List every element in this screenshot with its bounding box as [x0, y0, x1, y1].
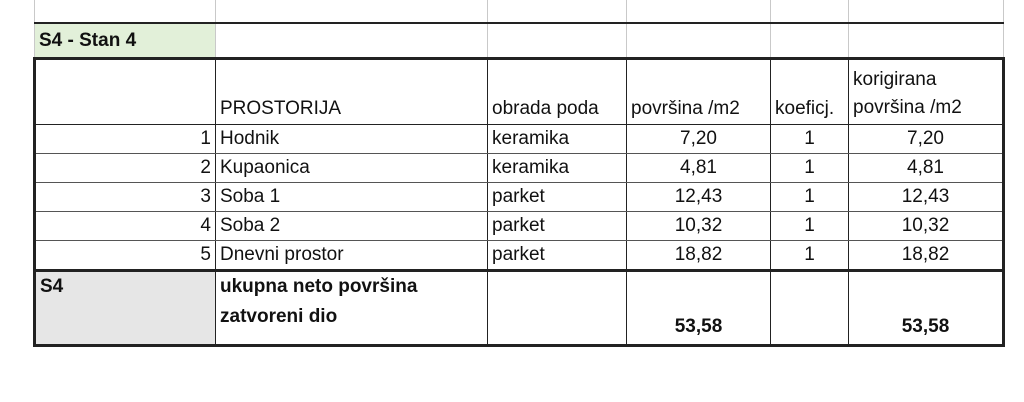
section-title-row [35, 23, 1004, 59]
empty-top-row [35, 0, 1004, 23]
cell[interactable] [216, 23, 488, 59]
header-floor[interactable]: obrada poda [488, 59, 627, 125]
area-value[interactable]: 12,43 [627, 183, 771, 212]
header-area[interactable]: površina /m2 [627, 59, 771, 125]
cell[interactable] [488, 0, 627, 23]
table-row [35, 212, 1004, 241]
corrected-value[interactable]: 4,81 [849, 154, 1004, 183]
coef-value[interactable]: 1 [771, 125, 849, 154]
cell[interactable] [488, 271, 627, 346]
cell[interactable] [849, 0, 1004, 23]
table-row [35, 125, 1004, 154]
cell[interactable] [627, 23, 771, 59]
row-number[interactable]: 1 [35, 125, 216, 154]
spreadsheet-area [33, 0, 1002, 347]
total-row [35, 271, 1004, 346]
cell[interactable] [216, 0, 488, 23]
floor-type[interactable]: parket [488, 241, 627, 271]
room-name[interactable]: Kupaonica [216, 154, 488, 183]
table-row [35, 241, 1004, 271]
floor-type[interactable]: keramika [488, 154, 627, 183]
floor-type[interactable]: parket [488, 183, 627, 212]
header-corrected[interactable]: korigirana površina /m2 [849, 59, 1004, 125]
table-row [35, 183, 1004, 212]
area-value[interactable]: 4,81 [627, 154, 771, 183]
cell[interactable] [771, 271, 849, 346]
room-name[interactable]: Hodnik [216, 125, 488, 154]
cell[interactable] [627, 0, 771, 23]
header-coef[interactable]: koeficj. [771, 59, 849, 125]
coef-value[interactable]: 1 [771, 212, 849, 241]
area-value[interactable]: 10,32 [627, 212, 771, 241]
total-label[interactable]: ukupna neto površina zatvoreni dio [216, 271, 488, 346]
row-number[interactable]: 4 [35, 212, 216, 241]
coef-value[interactable]: 1 [771, 183, 849, 212]
cell[interactable] [771, 23, 849, 59]
cell[interactable] [849, 23, 1004, 59]
coef-value[interactable]: 1 [771, 241, 849, 271]
header-row [35, 59, 1004, 125]
coef-value[interactable]: 1 [771, 154, 849, 183]
area-table [33, 0, 1005, 347]
area-value[interactable]: 18,82 [627, 241, 771, 271]
total-corrected[interactable]: 53,58 [849, 271, 1004, 346]
cell[interactable] [771, 0, 849, 23]
corrected-value[interactable]: 7,20 [849, 125, 1004, 154]
corrected-value[interactable]: 12,43 [849, 183, 1004, 212]
header-room[interactable]: PROSTORIJA [216, 59, 488, 125]
cell[interactable] [488, 23, 627, 59]
total-area[interactable]: 53,58 [627, 271, 771, 346]
area-value[interactable]: 7,20 [627, 125, 771, 154]
section-label[interactable]: S4 - Stan 4 [35, 23, 216, 59]
total-code[interactable]: S4 [35, 271, 216, 346]
room-name[interactable]: Soba 2 [216, 212, 488, 241]
room-name[interactable]: Soba 1 [216, 183, 488, 212]
row-number[interactable]: 2 [35, 154, 216, 183]
cell[interactable] [35, 0, 216, 23]
table-row [35, 154, 1004, 183]
header-number[interactable] [35, 59, 216, 125]
corrected-value[interactable]: 18,82 [849, 241, 1004, 271]
floor-type[interactable]: keramika [488, 125, 627, 154]
room-name[interactable]: Dnevni prostor [216, 241, 488, 271]
floor-type[interactable]: parket [488, 212, 627, 241]
row-number[interactable]: 5 [35, 241, 216, 271]
corrected-value[interactable]: 10,32 [849, 212, 1004, 241]
row-number[interactable]: 3 [35, 183, 216, 212]
